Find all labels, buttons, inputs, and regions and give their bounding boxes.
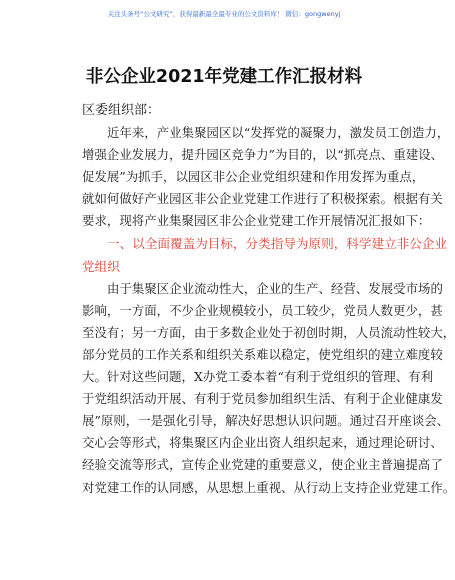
paragraph-line: 要求，现将产业集聚园区非公企业党建工作开展情况汇报如下： — [82, 213, 431, 229]
paragraph-line: 影响，一方面，不少企业规模较小，员工较少，党员人数更少，甚 — [82, 302, 443, 318]
paragraph-line: 交心会等形式，将集聚区内企业出资人组织起来，通过理论研讨、 — [82, 435, 443, 451]
paragraph-line: 由于集聚区企业流动性大，企业的生产、经营、发展受市场的 — [107, 280, 443, 296]
paragraph-line: 近年来，产业集聚园区以“发挥党的凝聚力，激发员工创造力， — [107, 125, 450, 140]
paragraph-line: 增强企业发展力，提升园区竞争力”为目的，以“抓亮点、重建设、 — [82, 147, 444, 163]
salutation: 区委组织部： — [82, 103, 161, 118]
paragraph-section-1 — [82, 278, 455, 499]
paragraph-line: 于党组织活动开展、有利于党员参加组织生活、有利于企业健康发 — [82, 391, 443, 407]
paragraph-line: 部分党员的工作关系和组织关系难以稳定，使党组织的建立难度较 — [82, 346, 443, 362]
document-body — [82, 100, 455, 499]
paragraph-line: 促发展”为抓手，以园区非公企业党组织建和作用发挥为重点， — [82, 169, 425, 185]
section-heading-line: 一、以全面覆盖为目标，分类指导为原则，科学建立非公企业 — [107, 236, 448, 252]
section-heading-line: 党组织 — [82, 258, 120, 274]
paragraph-line: 对党建工作的认同感，从思想上重视、从行动上支持企业党建工作。 — [82, 479, 455, 495]
paragraph-intro — [82, 122, 450, 232]
paragraph-line: 经验交流等形式，宣传企业党建的重要意义，使企业主普遍提高了 — [82, 457, 443, 473]
paragraph-line: 就如何做好产业园区非公企业党建工作进行了积极探索。根据有关 — [82, 191, 443, 207]
section-heading — [82, 233, 448, 277]
paragraph-line: 大。针对这些问题，X办党工委本着“有利于党组织的管理、有利 — [82, 369, 434, 385]
paragraph-line: 至没有；另一方面，由于多数企业处于初创时期，人员流动性较大， — [82, 324, 455, 340]
paragraph-line: 展”原则，一是强化引导，解决好思想认识问题。通过召开座谈会、 — [82, 413, 450, 429]
header-note: 关注头条号“公文研究”，获得最新最全最专业的公文资料库！ 微信：gongwenyj — [107, 10, 341, 18]
document-title: 非公企业2021年党建工作汇报材料 — [85, 67, 363, 87]
